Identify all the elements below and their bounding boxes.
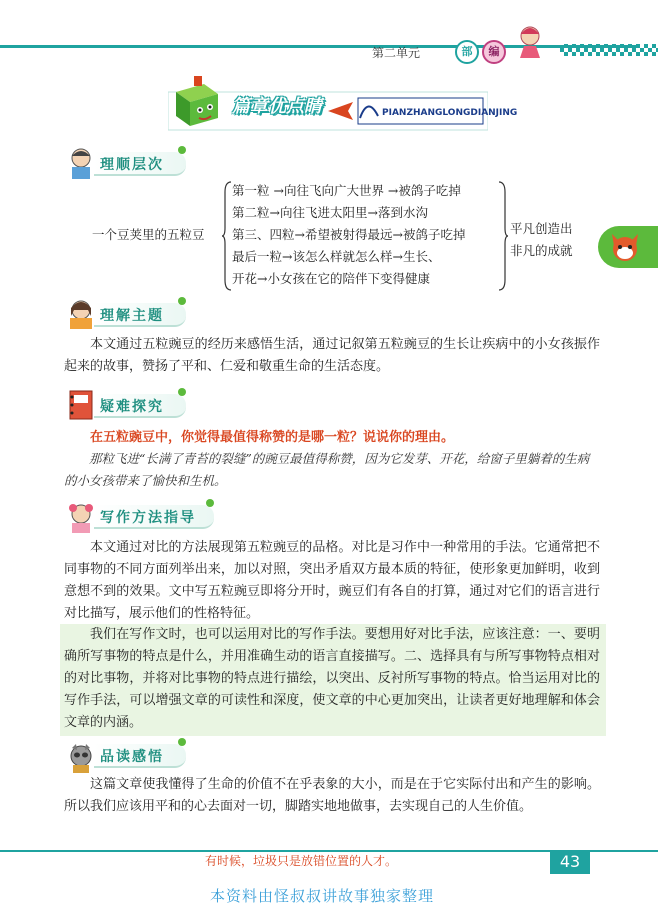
raccoon-mascot-icon — [64, 740, 98, 774]
right-brace — [498, 180, 508, 292]
section-dot-4 — [206, 499, 214, 507]
conclusion-line-2: 非凡的成就 — [510, 243, 573, 258]
structure-line: 最后一粒→该怎么样就怎么样→生长、 — [232, 249, 441, 264]
boy-reading-icon — [64, 146, 98, 180]
girl-writing-icon — [64, 500, 98, 534]
footer-quote: 有时候，垃圾只是放错位置的人才。 — [205, 854, 398, 868]
structure-line: 第二粒→向往飞进太阳里→落到水沟 — [232, 205, 428, 220]
conclusion-line-1: 平凡创造出 — [510, 221, 573, 236]
section-title-reflection: 品读感悟 — [100, 749, 164, 765]
edition-badge-1: 部 — [455, 40, 479, 64]
section-dot-3 — [178, 388, 186, 396]
writing-paragraph-2: 我们在写作文时，也可以运用对比的写作手法。要想用好对比手法，应该注意：一、要明确所写事物的特点是什么，并用准确生动的语言直接描写。二、选择具有与所写事物特点相对的对比事物，并将对比事物的特点进行描绘，以突出、反衬所写事物的特点。恰当运用对比的写作手法，可以增强文章的可读性和深度，使文章的中心更加突出，让读者更好地理解和体会文章的内涵。 — [64, 627, 600, 730]
fox-mascot-icon — [606, 228, 644, 266]
section-title-structure: 理顺层次 — [100, 157, 164, 173]
header-checker-decoration — [560, 44, 658, 56]
section-title-theme: 理解主题 — [100, 308, 164, 324]
section-title-writing: 写作方法指导 — [100, 510, 196, 526]
page-number: 43 — [550, 850, 590, 874]
section-dot-5 — [178, 738, 186, 746]
structure-line: 第三、四粒→希望被射得最远→被鸽子吃掉 — [232, 227, 466, 242]
structure-lines — [232, 180, 465, 290]
section-title-explore: 疑难探究 — [100, 399, 164, 415]
reflection-paragraph: 这篇文章使我懂得了生命的价值不在乎表象的大小，而是在于它实际付出和产生的影响。所以我们应该用平和的心去面对一切，脚踏实地地做事，去实现自己的人生价值。 — [64, 777, 600, 814]
explore-question: 在五粒豌豆中，你觉得最值得称赞的是哪一粒？说说你的理由。 — [90, 430, 455, 445]
notebook-icon — [64, 387, 98, 421]
section-dot-2 — [178, 297, 186, 305]
structure-line: 第一粒 →向往飞向广大世界 →被鸽子吃掉 — [232, 183, 461, 198]
source-note: 本资料由怪叔叔讲故事独家整理 — [210, 887, 435, 905]
structure-line: 开花→小女孩在它的陪伴下变得健康 — [232, 271, 430, 286]
unit-label: 第二单元 — [372, 46, 421, 60]
girl-thinking-icon — [64, 296, 98, 330]
writing-paragraph-1: 本文通过对比的方法展现第五粒豌豆的品格。对比是习作中一种常用的手法。它通常把不同事物的不同方面列举出来，加以对照，突出矛盾双方最本质的特征，使形象更加鲜明，收到意想不到的效果。文中写五粒豌豆即将分开时，豌豆们有各自的打算，通过对它们的语言进行对比描写，展示他们的性格特征。 — [64, 540, 600, 621]
left-brace — [222, 180, 232, 292]
green-cube-mascot-icon — [168, 74, 224, 130]
explore-answer: 那粒飞进“长满了青苔的裂缝”的豌豆最值得称赞，因为它发芽、开花，给窗子里躺着的生病的小女孩带来了愉快和生机。 — [64, 451, 590, 488]
structure-left-label: 一个豆荚里的五粒豆 — [92, 227, 205, 242]
structure-conclusion — [510, 218, 573, 262]
banner-title: 篇章优点睛 — [232, 96, 322, 117]
section-dot-1 — [178, 146, 186, 154]
edition-badge-2: 编 — [482, 40, 506, 64]
theme-paragraph: 本文通过五粒豌豆的经历来感悟生活，通过记叙第五粒豌豆的生长让疾病中的小女孩振作起来的故事，赞扬了平和、仁爱和敬重生命的生活态度。 — [64, 337, 600, 374]
cartoon-girl-icon — [510, 20, 550, 60]
banner-pinyin: PIANZHANGLONGDIANJING — [382, 108, 518, 118]
